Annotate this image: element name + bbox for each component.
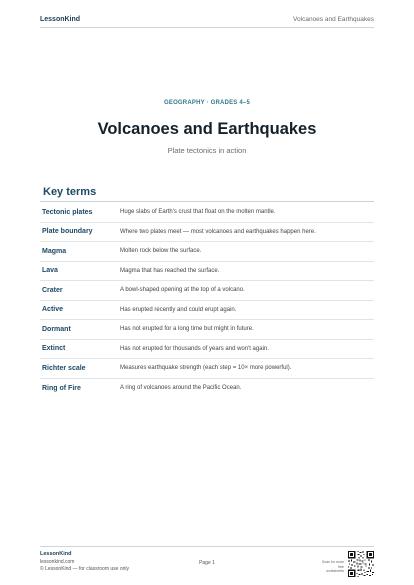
scan-caption: Scan for more free worksheets [322, 560, 344, 573]
term-name: Magma [42, 247, 67, 255]
footer-copyright: © LessonKind — for classroom use only [40, 566, 130, 572]
qr-code-icon [348, 551, 374, 577]
page-title: Volcanoes and Earthquakes [97, 120, 317, 138]
term-name: Active [42, 306, 64, 314]
term-row [40, 223, 374, 243]
term-row [40, 379, 374, 399]
term-row [40, 242, 374, 262]
footer-divider [40, 546, 374, 547]
term-definition: Magma that has reached the surface. [120, 267, 220, 274]
term-definition: A ring of volcanoes around the Pacific Ocean. [120, 385, 242, 392]
term-name: Lava [42, 267, 58, 275]
term-definition: Has not erupted for a long time but might in future. [120, 326, 254, 333]
term-definition: Has not erupted for thousands of years and won't again. [120, 345, 269, 352]
term-definition: Measures earthquake strength (each step = 10× more powerful). [120, 365, 292, 372]
term-row [40, 320, 374, 340]
term-name: Tectonic plates [42, 208, 93, 216]
header-doc-title: Volcanoes and Earthquakes [293, 16, 374, 23]
footer-brand: LessonKind [40, 551, 72, 557]
term-name: Dormant [42, 325, 71, 333]
term-row [40, 262, 374, 282]
term-definition: A bowl-shaped opening at the top of a volcano. [120, 287, 245, 294]
page-header [0, 0, 414, 30]
term-name: Plate boundary [42, 228, 93, 236]
key-terms-table [40, 203, 374, 398]
term-definition: Molten rock below the surface. [120, 248, 202, 255]
subject-eyebrow: GEOGRAPHY · GRADES 4–5 [164, 100, 250, 106]
footer-url[interactable]: lessonkind.com [40, 559, 75, 565]
term-definition: Where two plates meet — most volcanoes and earthquakes happen here. [120, 228, 316, 235]
term-name: Crater [42, 286, 63, 294]
term-row [40, 301, 374, 321]
term-definition: Huge slabs of Earth's crust that float on the molten mantle. [120, 209, 276, 216]
page-number: Page 1 [199, 560, 215, 566]
term-name: Extinct [42, 345, 66, 353]
page-subtitle: Plate tectonics in action [167, 146, 247, 155]
key-terms-heading: Key terms [43, 186, 97, 198]
term-name: Ring of Fire [42, 384, 81, 392]
header-brand: LessonKind [40, 16, 81, 23]
term-definition: Has erupted recently and could erupt again. [120, 306, 237, 313]
key-terms-divider [40, 201, 374, 202]
header-divider [40, 27, 374, 28]
term-name: Richter scale [42, 364, 86, 372]
term-row [40, 281, 374, 301]
term-row [40, 340, 374, 360]
term-row [40, 359, 374, 379]
term-row [40, 203, 374, 223]
